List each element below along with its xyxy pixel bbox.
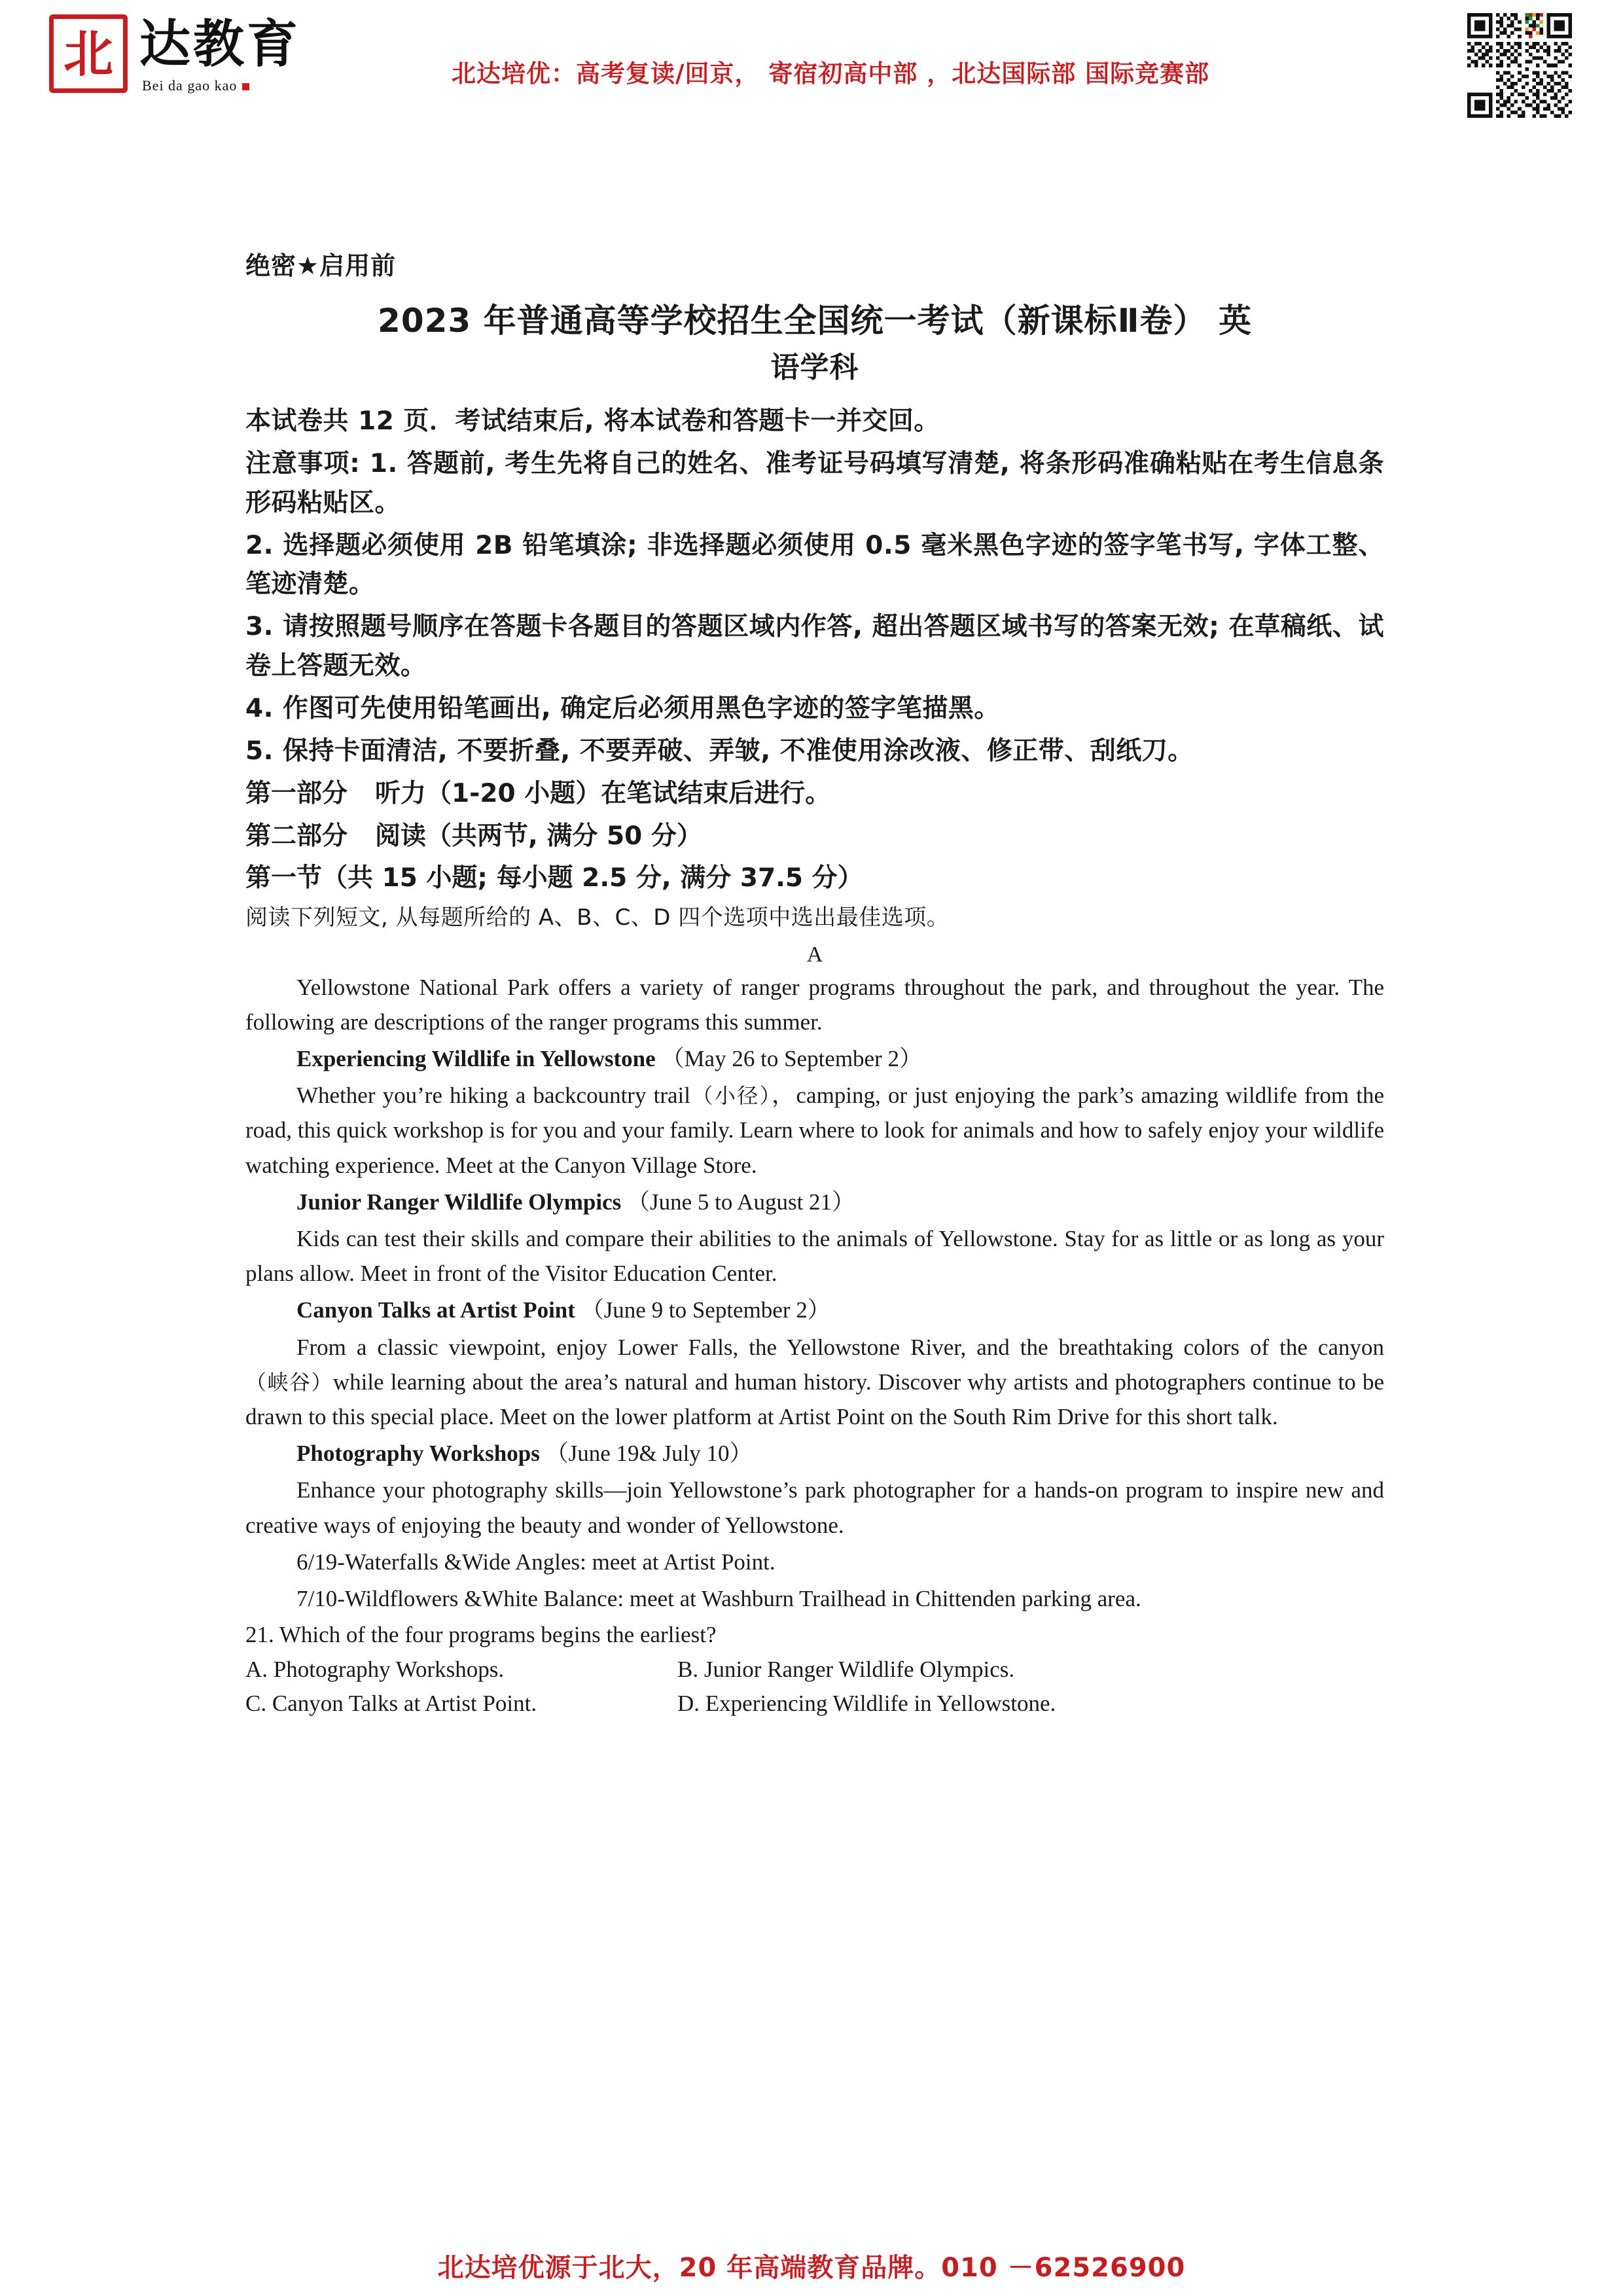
- question-options-row: [245, 1653, 1384, 1687]
- page-footer: 北达培优源于北大，20 年高端教育品牌。010 －62526900: [437, 2253, 1186, 2283]
- program-body-post: while learning about the area’s natural and human history. Discover why artists and photographers continue to be drawn to this special place. Meet on the lower platform at Artist Point on the South Rim Drive for this short talk.: [245, 1369, 1384, 1429]
- qr-code-svg: [1467, 13, 1572, 118]
- qr-code-icon: [1467, 13, 1572, 118]
- program-heading: [245, 1436, 1384, 1471]
- program-name: Junior Ranger Wildlife Olympics: [296, 1189, 622, 1215]
- notice-item-3: 3. 请按照题号顺序在答题卡各题目的答题区域内作答, 超出答题区域书写的答案无效; 在草稿纸、试卷上答题无效。: [245, 612, 1384, 681]
- logo-pinyin-text: Bei da gao kao: [142, 77, 238, 94]
- program-dates: （June 19& July 10）: [545, 1441, 753, 1467]
- logo-chinese-name: 达教育: [139, 15, 301, 74]
- part-one-label: 第一部分: [245, 779, 348, 809]
- notice-item-1: 注意事项: 1. 答题前, 考生先将自己的姓名、准考证号码填写清楚, 将条形码准确粘贴在考生信息条形码粘贴区。: [245, 449, 1384, 518]
- notice-item-5: 5. 保持卡面清洁, 不要折叠, 不要弄破、弄皱, 不准使用涂改液、修正带、刮纸刀。: [245, 736, 1194, 766]
- logo-text: [139, 17, 300, 94]
- option-d[interactable]: D. Experiencing Wildlife in Yellowstone.: [677, 1691, 1056, 1717]
- program-body-pre: From a classic viewpoint, enjoy Lower Falls, the Yellowstone River, and the breathtaking colors of the canyon: [296, 1334, 1384, 1360]
- question-options-row: [245, 1687, 1384, 1721]
- passage-intro: Yellowstone National Park offers a variety of ranger programs throughout the park, and throughout the year. The following are descriptions of the ranger programs this summer.: [245, 974, 1384, 1035]
- program-body: [245, 1473, 1384, 1542]
- program-body-pre: Whether you’re hiking a backcountry trail: [296, 1083, 690, 1109]
- program-body: [245, 1221, 1384, 1291]
- program-body: [245, 1078, 1384, 1183]
- program-dates: （June 9 to September 2）: [580, 1297, 830, 1323]
- section-one-heading: 第一节（共 15 小题; 每小题 2.5 分, 满分 37.5 分）: [245, 863, 863, 893]
- option-c[interactable]: C. Canyon Talks at Artist Point.: [245, 1691, 537, 1717]
- question-stem: 21. Which of the four programs begins the earliest?: [245, 1622, 717, 1648]
- logo-pinyin: [142, 77, 300, 94]
- page-title-sub: 语学科: [770, 351, 859, 384]
- part-two-text: 阅读（共两节, 满分 50 分）: [375, 821, 702, 851]
- program-heading: [245, 1185, 1384, 1219]
- notice-item-2: 2. 选择题必须使用 2B 铅笔填涂; 非选择题必须使用 0.5 毫米黑色字迹的签字笔书写, 字体工整、笔迹清楚。: [245, 530, 1384, 600]
- program-body-pre: Kids can test their skills and compare their abilities to the animals of Yellowstone. Stay for as little or as long as your plans allow. Meet in front of the Visitor Education Center.: [245, 1226, 1384, 1287]
- program-heading: [245, 1041, 1384, 1076]
- page-title: [245, 298, 1384, 389]
- option-b[interactable]: B. Junior Ranger Wildlife Olympics.: [677, 1656, 1015, 1682]
- section-one-instruction: 阅读下列短文, 从每题所给的 A、B、C、D 四个选项中选出最佳选项。: [245, 904, 950, 931]
- logo-stamp-icon: 北: [49, 14, 128, 93]
- program-name: Experiencing Wildlife in Yellowstone: [296, 1046, 656, 1072]
- page-header: [0, 0, 1623, 147]
- program-body-pre: Enhance your photography skills—join Yellowstone’s park photographer for a hands-on program to inspire new and creative ways of enjoying the beauty and wonder of Yellowstone.: [245, 1477, 1384, 1538]
- program-gloss: （峡谷）: [245, 1369, 333, 1395]
- option-a[interactable]: A. Photography Workshops.: [245, 1656, 505, 1682]
- program-extra-line: 6/19-Waterfalls &Wide Angles: meet at Artist Point.: [296, 1549, 776, 1575]
- part-two-label: 第二部分: [245, 821, 348, 851]
- program-dates: （May 26 to September 2）: [661, 1046, 922, 1072]
- pages-line: 本试卷共 12 页．考试结束后, 将本试卷和答题卡一并交回。: [245, 406, 940, 436]
- brand-logo: [49, 14, 300, 94]
- program-gloss: （小径）: [690, 1083, 772, 1109]
- exam-page: [0, 147, 1623, 2215]
- program-name: Photography Workshops: [296, 1441, 540, 1467]
- part-one-text: 听力（1-20 小题）在笔试结束后进行。: [375, 779, 831, 809]
- program-heading: [245, 1293, 1384, 1327]
- passage-letter: A: [806, 942, 823, 967]
- part-two-heading: [245, 817, 1384, 856]
- secret-notice: 绝密★启用前: [245, 251, 397, 280]
- header-tagline: 北达培优：高考复读/回京， 寄宿初高中部 ，北达国际部 国际竞赛部: [452, 60, 1210, 88]
- part-one-heading: [245, 774, 1384, 814]
- program-body-post: ，camping, or just enjoying the park’s amazing wildlife from the road, this quick workshop is for you and your family. Learn where to look for animals and how to safely enjoy your wildlife watching experience. Meet at the Canyon Village Store.: [245, 1083, 1384, 1178]
- exam-content: [245, 245, 1384, 1721]
- page-title-main: 2023 年普通高等学校招生全国统一考试（新课标Ⅱ卷） 英: [378, 302, 1252, 340]
- program-extra-line: 7/10-Wildflowers &White Balance: meet at Washburn Trailhead in Chittenden parking area.: [296, 1585, 1141, 1611]
- program-dates: （June 5 to August 21）: [626, 1189, 855, 1215]
- logo-square-icon: [242, 83, 249, 90]
- program-body: [245, 1330, 1384, 1435]
- notice-item-4: 4. 作图可先使用铅笔画出, 确定后必须用黑色字迹的签字笔描黑。: [245, 693, 1000, 723]
- program-name: Canyon Talks at Artist Point: [296, 1297, 575, 1323]
